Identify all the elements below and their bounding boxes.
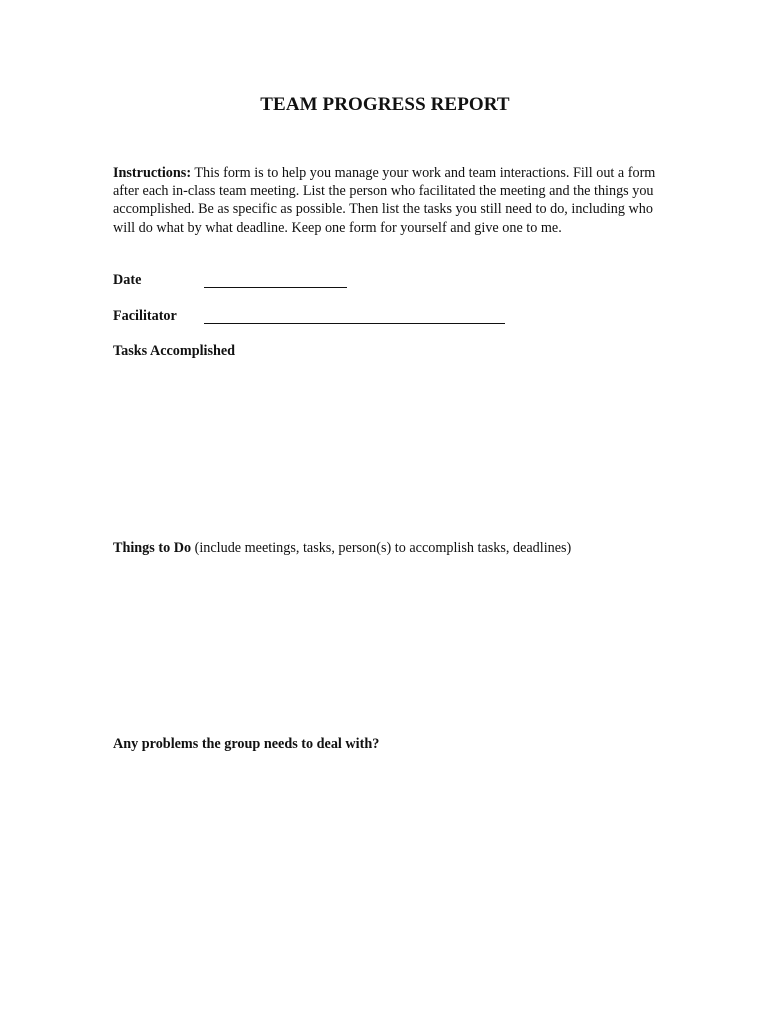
instructions-paragraph [113,164,668,237]
page-title: TEAM PROGRESS REPORT [260,94,510,115]
instructions-label: Instructions: [113,165,192,181]
things-to-do-label: Things to Do [113,540,192,556]
things-to-do-note: (include meetings, tasks, person(s) to accomplish tasks, deadlines) [194,540,572,556]
problems-label: Any problems the group needs to deal with? [113,736,380,752]
date-label: Date [113,272,142,288]
facilitator-label: Facilitator [113,308,177,324]
facilitator-blank-line[interactable] [204,323,505,324]
tasks-accomplished-heading [113,343,235,360]
instructions-text: This form is to help you manage your work and team interactions. Fill out a form after each in-class team meeting. List the person who facilitated the meeting and the things you accomplished. Be as specific as possible. Then list the tasks you still need to do, including who will do what by what deadline. Keep one form for yourself and give one to me. [113,165,656,236]
date-blank-line[interactable] [204,287,347,288]
things-to-do-heading [113,540,571,557]
problems-heading [113,736,379,753]
tasks-accomplished-label: Tasks Accomplished [113,343,236,359]
